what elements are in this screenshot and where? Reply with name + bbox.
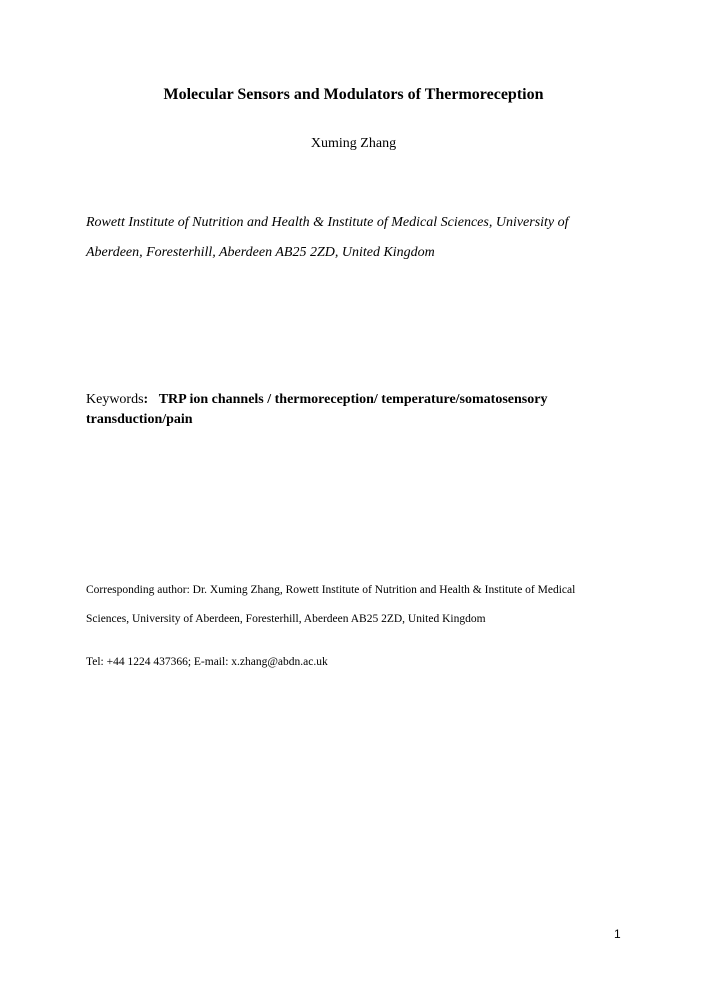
keywords-text-2: transduction/pain: [86, 412, 193, 427]
contact-info: Tel: +44 1224 437366; E-mail: x.zhang@abdn.ac.uk: [86, 656, 328, 668]
affiliation-line-1: Rowett Institute of Nutrition and Health & Institute of Medical Sciences, University of: [86, 215, 569, 230]
page-number: 1: [614, 927, 621, 941]
paper-title: Molecular Sensors and Modulators of Thermoreception: [163, 86, 544, 103]
keywords-label: Keywords: [86, 392, 144, 407]
corresponding-author-line-2: Sciences, University of Aberdeen, Foresterhill, Aberdeen AB25 2ZD, United Kingdom: [86, 613, 486, 625]
corresponding-author-line-1: Corresponding author: Dr. Xuming Zhang, Rowett Institute of Nutrition and Health & Institute of Medical: [86, 584, 576, 596]
keywords-text-1: TRP ion channels / thermoreception/ temperature/somatosensory: [158, 392, 548, 407]
keywords-colon: :: [143, 392, 149, 407]
affiliation-line-2: Aberdeen, Foresterhill, Aberdeen AB25 2ZD, United Kingdom: [86, 245, 435, 260]
keywords-line-1: [86, 392, 547, 408]
author-name: Xuming Zhang: [310, 136, 397, 151]
